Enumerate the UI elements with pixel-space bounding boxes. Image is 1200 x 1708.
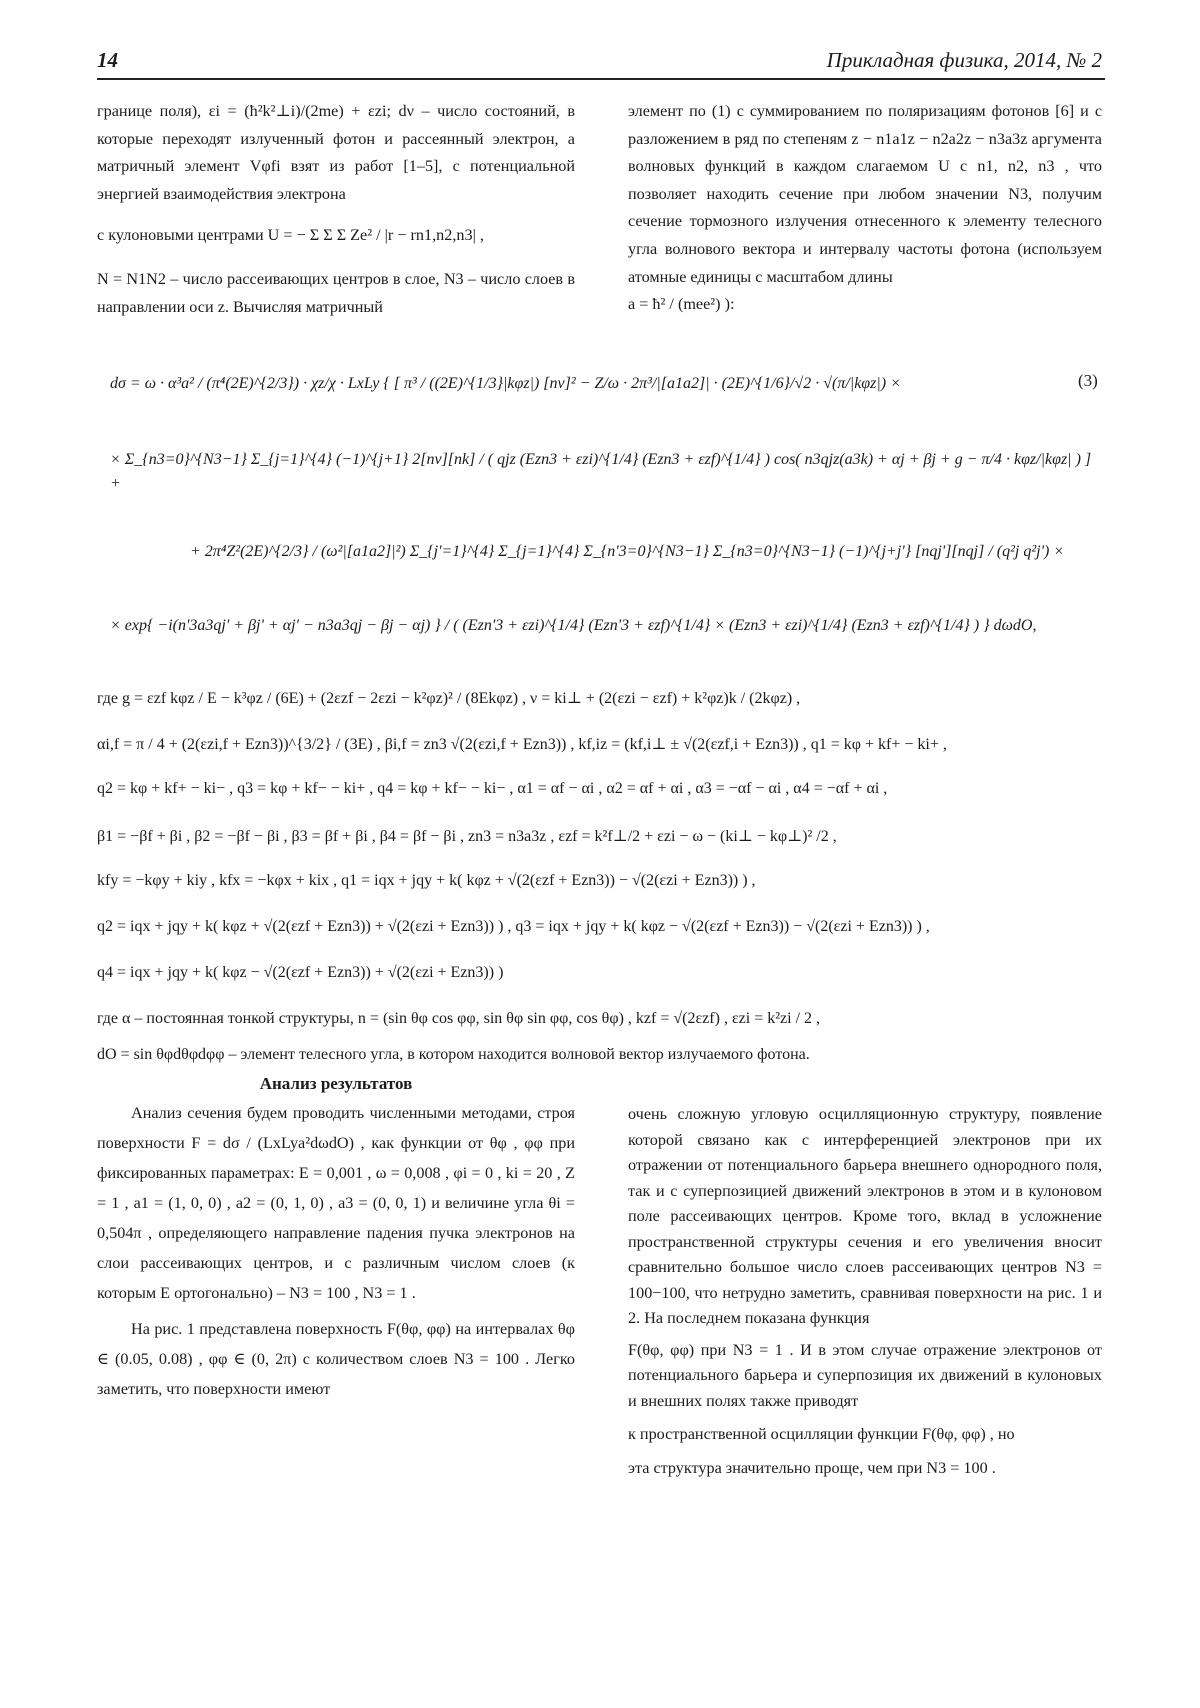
paragraph: к пространственной осцилляции функции F(θφ, φφ) , но bbox=[628, 1425, 1015, 1443]
top-left-column bbox=[97, 98, 575, 321]
paragraph: F(θφ, φφ) при N3 = 1 . И в этом случае отражение электронов от потенциального барьера и суперпозиция их движений в кулоновых и внешних полях также приводят bbox=[628, 1340, 1102, 1410]
definition-line: kfy = −kφy + kiy , kfx = −kφx + kix , q1 = iqx + jqy + k( kφz + √(2(εzf + Ezn3)) − √(2(εzi + Ezn3)) ) , bbox=[97, 872, 756, 889]
definition-line: где α – постоянная тонкой структуры, n = (sin θφ cos φφ, sin θφ sin φφ, cos θφ) , kzf = √(2εzf) , εzi = k²zi / 2 , bbox=[97, 1010, 821, 1027]
paragraph: На рис. 1 представлена поверхность F(θφ, φφ) на интервалах θφ ∈ (0.05, 0.08) , φφ ∈ (0, 2π) с количеством слоев N3 = 100 . Легко заметить, что поверхности имеют bbox=[97, 1319, 575, 1398]
paragraph: очень сложную угловую осцилляционную структуру, появление которой связано как с интерференцией электронов при их отражении от потенциального барьера внешнего однородного поля, так и с суперпозицией движений электронов в этом и в кулоновом поле рассеивающих центров. Кроме того, вклад в усложнение пространственной структуры сечения и его увеличения вносит сравнительно большое число слоев рассеивающих центров N3 = 100−100, что нетрудно заметить, сравнивая поверхности на рис. 1 и 2. На последнем показана функция bbox=[628, 1105, 1102, 1327]
top-right-column bbox=[628, 98, 1102, 319]
paragraph: Анализ сечения будем проводить численными методами, строя поверхности F = dσ / (LxLya²dωdO) , как функции от θφ , φφ при фиксированных параметрах: E = 0,001 , ω = 0,008 , φi = 0 , ki = 20 , Z = 1 , a1 = (1, 0, 0) , a2 = (0, 1, 0) , a3 = (0, 0, 1) и величине угла θi = 0,504π , определяющего направление падения пучка электронов на слои рассеивающих центров, и с различным числом слоев (к которым E ортогонально) – N3 = 100 , N3 = 1 . bbox=[97, 1103, 575, 1302]
header-rule bbox=[97, 78, 1105, 80]
equation-line-3: + 2π⁴Z²(2E)^{2/3} / (ω²|[a1a2]|²) Σ_{j'=1}^{4} Σ_{j=1}^{4} Σ_{n'3=0}^{N3−1} Σ_{n3=0}^{N3−1} (−1)^{j+j'} [nqj'][nqj] / (q²j q²j') × bbox=[190, 543, 1065, 560]
length-scale-line: a = ħ² / (mee²) ): bbox=[628, 295, 735, 314]
definition-line: β1 = −βf + βi , β2 = −βf − βi , β3 = βf + βi , β4 = βf − βi , zn3 = n3a3z , εzf = k²f⊥/2 + εzi − ω − (ki⊥ − kφ⊥)² /2 , bbox=[97, 828, 837, 845]
equation-line-4: × exp{ −i(n'3a3qj' + βj' + αj' − n3a3qj − βj − αj) } / ( (Ezn'3 + εzi)^{1/4} (Ezn'3 + εzf)^{1/4} × (Ezn3 + εzi)^{1/4} (Ezn3 + εzf)^{1/4} ) } dωdO, bbox=[110, 617, 1037, 634]
equation-line-1: dσ = ω · α³a² / (π⁴(2E)^{2/3}) · χz/χ · LxLy { [ π³ / ((2E)^{1/3}|kφz|) [nν]² − Z/ω · 2π³/|[a1a2]| · (2E)^{1/6}/√2 · √(π/|kφz|) × bbox=[110, 375, 901, 392]
definition-line: q4 = iqx + jqy + k( kφz − √(2(εzf + Ezn3)) + √(2(εzi + Ezn3)) ) bbox=[97, 964, 504, 981]
definition-line: αi,f = π / 4 + (2(εzi,f + Ezn3))^{3/2} / (3E) , βi,f = zn3 √(2(εzi,f + Ezn3)) , kf,iz = (kf,i⊥ ± √(2(εzf,i + Ezn3)) , q1 = kφ + kf+ − ki+ , bbox=[97, 736, 947, 753]
definition-line: q2 = iqx + jqy + k( kφz + √(2(εzf + Ezn3)) + √(2(εzi + Ezn3)) ) , q3 = iqx + jqy + k( kφz − √(2(εzf + Ezn3)) − √(2(εzi + Ezn3)) ) , bbox=[97, 918, 930, 935]
page-number: 14 bbox=[97, 48, 118, 72]
definition-line: dO = sin θφdθφdφφ – элемент телесного угла, в котором находится волновой вектор излучаемого фотона. bbox=[97, 1046, 810, 1063]
journal-title: Прикладная физика, 2014, № 2 bbox=[826, 48, 1102, 72]
page-header bbox=[97, 48, 1102, 78]
paragraph: элемент по (1) с суммированием по поляризациям фотонов [6] и с разложением в ряд по степеням z − n1a1z − n2a2z − n3a3z аргумента волновых функций в каждом слагаемом U с n1, n2, n3 , что позволяет находить сечение при любом значении N3, получим сечение тормозного излучения отнесенного к элементу телесного угла волнового вектора и интервалу частоты фотона (используем атомные единицы с масштабом длины bbox=[628, 102, 1102, 286]
equation-number: (3) bbox=[1078, 371, 1098, 390]
paragraph: N = N1N2 – число рассеивающих центров в слое, N3 – число слоев в направлении оси z. Вычисляя матричный bbox=[97, 269, 575, 316]
results-right-column bbox=[628, 1102, 1102, 1481]
definition-line: q2 = kφ + kf+ − ki− , q3 = kφ + kf− − ki+ , q4 = kφ + kf− − ki− , α1 = αf − αi , α2 = αf + αi , α3 = −αf − αi , α4 = −αf + αi , bbox=[97, 780, 888, 797]
section-heading: Анализ результатов bbox=[259, 1074, 413, 1093]
definition-line: где g = εzf kφz / E − k³φz / (6E) + (2εzf − 2εzi − k²φz)² / (8Ekφz) , ν = ki⊥ + (2(εzi − εzf) + k²φz)k / (2kφz) , bbox=[97, 690, 801, 707]
paragraph: эта структура значительно проще, чем при N3 = 100 . bbox=[628, 1458, 996, 1477]
paragraph: границе поля), εi = (ħ²k²⊥i)/(2me) + εzi; dν – число состояний, в которые переходят излученный фотон и рассеянный электрон, а матричный элемент Vφfi взят из работ [1–5], с потенциальной энергией взаимодействия электрона bbox=[97, 102, 575, 203]
results-left-column bbox=[97, 1070, 575, 1404]
equation-line-2: × Σ_{n3=0}^{N3−1} Σ_{j=1}^{4} (−1)^{j+1} 2[nν][nk] / ( qjz (Ezn3 + εzi)^{1/4} (Ezn3 + εzf)^{1/4} ) cos( n3qjz(a3k) + αj + βj + g − π/4 · kφz/|kφz| ) ] + bbox=[110, 451, 1092, 492]
coulomb-potential-line: с кулоновыми центрами U = − Σ Σ Σ Ze² / |r − rn1,n2,n3| , bbox=[97, 226, 484, 245]
